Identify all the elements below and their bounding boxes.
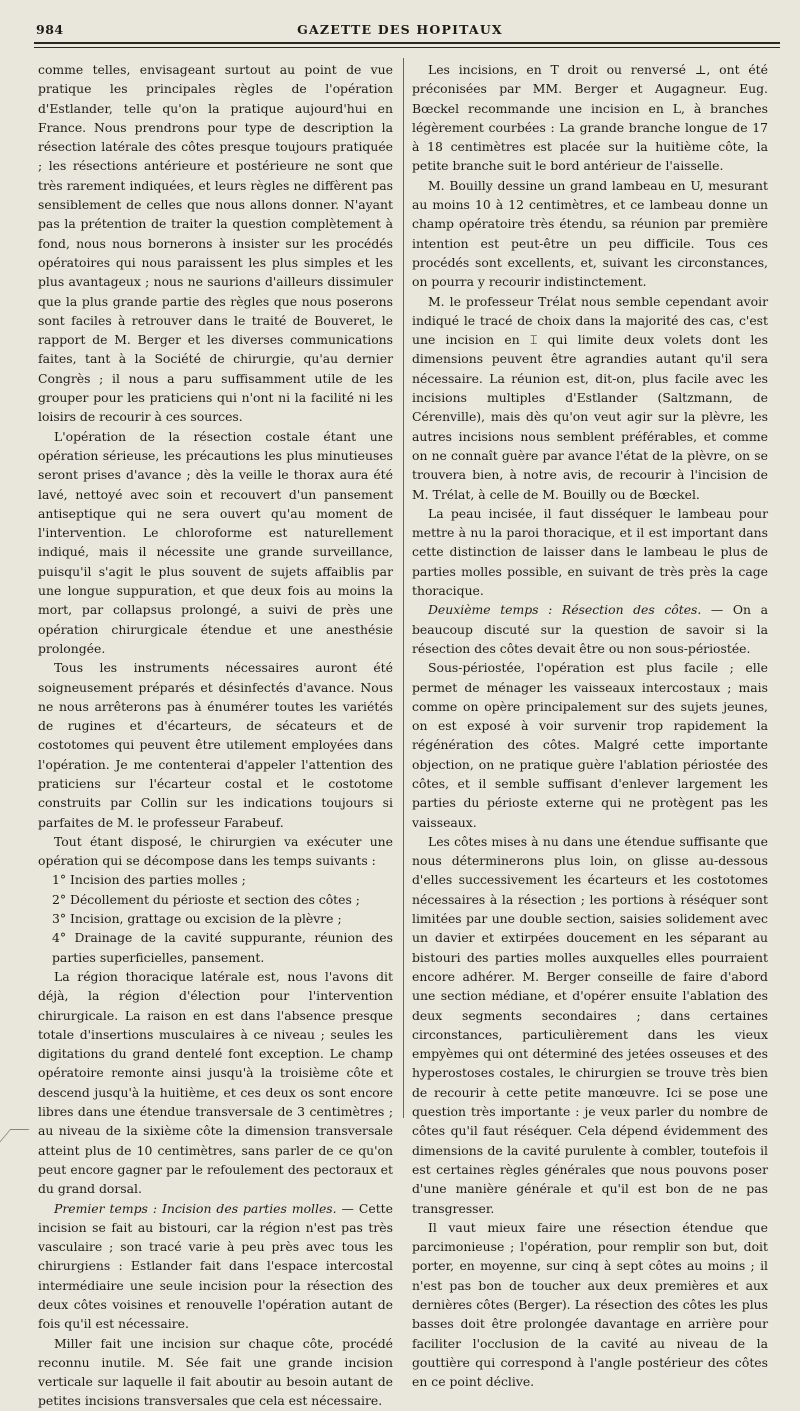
paragraph-text: Tout étant disposé, le chirurgien va exécuter une opération qui se décompose dans les temps suivants :: [38, 833, 393, 869]
paragraph-text: 1° Incision des parties molles ;: [52, 872, 246, 888]
section-heading: Deuxième temps : Résection des côtes.: [428, 602, 702, 618]
paragraph-text: 4° Drainage de la cavité suppurante, réunion des parties superficielles, pansement.: [52, 930, 393, 965]
paragraph-text: Miller fait une incision sur chaque côte, procédé reconnu inutile. M. Sée fait une grande incision verticale sur laquelle il fait aboutir au besoin autant de petites incisions transversales que cela est nécessaire.: [38, 1335, 393, 1409]
paragraph: [38, 928, 393, 967]
paragraph-text: M. le professeur Trélat nous semble cependant avoir indiqué le tracé de choix dans la majorité des cas, c'est une incision en ⌶ qui limite deux volets dont les dimensions peuvent être agrandies autant qu'il sera nécessaire. La réunion est, dit-on, plus facile avec les incisions multiples d'Estlander (Saltzmann, de Cérenville), mais dès qu'on veut agir sur la plèvre, les autres incisions nous semblent préférables, et comme on ne connaît guère par avance l'état de la plèvre, on se trouvera bien, à notre avis, de recourir à l'incision de M. Trélat, à celle de M. Bouilly ou de Bœckel.: [412, 293, 768, 502]
paragraph: [38, 870, 393, 889]
paragraph-text: 2° Décollement du périoste et section des côtes ;: [52, 891, 360, 907]
paragraph-text: — Cette incision se fait au bistouri, car la région n'est pas très vasculaire ; son tracé varie à peu près avec tous les chirurgiens : Estlander fait dans l'espace intercostal intermédiaire une seule incision pour la résection des deux côtes voisines et renouvelle l'opération autant de fois qu'il est nécessaire.: [38, 1200, 393, 1332]
paragraph: [412, 658, 768, 832]
paragraph-text: — On a beaucoup discuté sur la question de savoir si la résection des côtes devait être ou non sous-périostée.: [412, 602, 768, 656]
paragraph: [38, 427, 393, 659]
page-number: 984: [36, 22, 64, 37]
paragraph: [412, 1218, 768, 1392]
paragraph: [412, 292, 768, 504]
paragraph: [38, 832, 393, 871]
column-divider: [403, 58, 404, 1118]
running-title: GAZETTE DES HOPITAUX: [297, 22, 503, 37]
right-column: [412, 60, 768, 1391]
paragraph: [412, 60, 768, 176]
paragraph-text: 3° Incision, grattage ou excision de la plèvre ;: [52, 911, 342, 927]
paragraph: [412, 504, 768, 600]
paragraph-text: La région thoracique latérale est, nous l'avons dit déjà, la région d'élection pour l'intervention chirurgicale. La raison en est dans l'absence presque totale d'insertions musculaires à ce niveau ; seules les digitations du grand dentelé font exception. Le champ opératoire remonte ainsi jusqu'à la troisième côte et descend jusqu'à la huitième, et ces deux os sont encore libres dans une étendue transversale de 3 centimètres ; au niveau de la sixième côte la dimension transversale atteint plus de 10 centimètres, sans parler de ce qu'on peut encore gagner par le refoulement des pectoraux et du grand dorsal.: [38, 968, 393, 1197]
paragraph-text: Tous les instruments nécessaires auront été soigneusement préparés et désinfectés d'avance. Nous ne nous arrêterons pas à énumérer toutes les variétés de rugines et d'écarteurs, de sécateurs et de costotomes qui peuvent être utilement employées dans l'opération. Je me contenterai d'appeler l'attention des praticiens sur l'écarteur costal et le costotome construits par Collin sur les indications toujours si parfaites de M. le professeur Farabeuf.: [38, 660, 393, 830]
header-rule: [34, 42, 780, 44]
section-heading: Premier temps : Incision des parties molles.: [54, 1200, 337, 1216]
paragraph: [38, 967, 393, 1199]
paragraph: [38, 1199, 393, 1334]
paragraph-text: comme telles, envisageant surtout au point de vue pratique les principales règles de l'opération d'Estlander, telle qu'on la pratique aujourd'hui en France. Nous prendrons pour type de description la résection latérale des côtes presque toujours pratiquée ; les résections antérieure et postérieure ne sont que très rarement indiquées, et leurs règles ne diffèrent pas sensiblement de celles que nous allons donner. N'ayant pas la prétention de traiter la question complètement à fond, nous nous bornerons à insister sur les procédés opératoires qui nous paraissent les plus simples et les plus avantageux ; nous ne saurions d'ailleurs dissimuler que la plus grande partie des règles que nous poserons sont faciles à retrouver dans le traité de Bouveret, le rapport de M. Berger et les diverses communications faites, tant à la Société de chirurgie, qu'au dernier Congrès ; il nous a paru suffisamment utile de les grouper pour les praticiens qui n'ont ni la facilité ni les loisirs de recourir à ces sources.: [38, 62, 393, 425]
paragraph-text: M. Bouilly dessine un grand lambeau en U, mesurant au moins 10 à 12 centimètres, et ce lambeau donne un champ opératoire très étendu, sa réunion par première intention est peut-être un peu difficile. Tous ces procédés sont excellents, et, suivant les circonstances, on pourra y recourir indistinctement.: [412, 177, 768, 290]
paragraph: [412, 176, 768, 292]
paragraph-text: L'opération de la résection costale étant une opération sérieuse, les précautions les plus minutieuses seront prises d'avance ; dès la veille le thorax aura été lavé, nettoyé avec soin et recouvert d'un pansement antiseptique qui ne sera ouvert qu'au moment de l'intervention. Le chloroforme est naturellement indiqué, mais il nécessite une grande surveillance, puisqu'il s'agit le plus souvent de sujets affaiblis par une longue suppuration, et que deux fois au moins la mort, par collapsus prolongé, a suivi de près une opération chirurgicale étendue et une anesthésie prolongée.: [38, 428, 393, 656]
paragraph: [412, 600, 768, 658]
paragraph-text: Il vaut mieux faire une résection étendue que parcimonieuse ; l'opération, pour remplir son but, doit porter, en moyenne, sur cinq à sept côtes au moins ; il n'est pas bon de toucher aux deux premières et aux dernières côtes (Berger). La résection des côtes les plus basses doit être prolongée davantage en arrière pour faciliter l'occlusion de la cavité au niveau de la gouttière qui correspond à l'angle postérieur des côtes en ce point déclive.: [412, 1219, 768, 1390]
paragraph: [38, 1334, 393, 1411]
paragraph: [412, 832, 768, 1218]
paragraph-text: Sous-périostée, l'opération est plus facile ; elle permet de ménager les vaisseaux intercostaux ; mais comme on opère principalement sur des sujets jeunes, on est exposé à voir survenir trop rapidement la régénération des côtes. Malgré cette importante objection, on ne pratique guère l'ablation périostée des côtes, et il semble suffisant d'enlever largement les parties du périoste externe qui ne protègent pas les vaisseaux.: [412, 660, 768, 830]
paragraph: [38, 658, 393, 832]
paragraph-text: Les côtes mises à nu dans une étendue suffisante que nous déterminerons plus loin, on glisse au-dessous d'elles successivement les écarteurs et les costotomes nécessaires à la résection ; les portions à réséquer sont limitées par une double section, saisies solidement avec un davier et extirpées doucement en les séparant au bistouri des parties molles auxquelles elles pourraient encore adhérer. M. Berger conseille de faire d'abord une section médiane, et d'opérer ensuite l'ablation des deux segments secondaires ; dans certaines circonstances, particulièrement dans les vieux empyèmes qui ont déterminé des jetées osseuses et des hyperostoses costales, le chirurgien se trouve très bien de recourir à cette petite manœuvre. Ici se pose une question très importante : je veux parler du nombre de côtes qu'il faut réséquer. Cela dépend évidemment des dimensions de la cavité purulente à combler, toutefois il est certaines règles générales que nous pouvons poser d'une manière générale et qu'il est bon de ne pas transgresser.: [412, 833, 768, 1216]
paragraph: [38, 890, 393, 909]
paragraph: [38, 909, 393, 928]
paragraph-text: Les incisions, en T droit ou renversé ⊥, ont été préconisées par MM. Berger et Augagneur. Eug. Bœckel recommande une incision en L, à branches légèrement courbées : La grande branche longue de 17 à 18 centimètres est placée sur la huitième côte, la petite branche suit le bord antérieur de l'aisselle.: [412, 62, 768, 174]
header-rule-thin: [34, 47, 780, 48]
paragraph: [38, 60, 393, 427]
left-column: [38, 60, 393, 1411]
paragraph-text: La peau incisée, il faut disséquer le lambeau pour mettre à nu la paroi thoracique, et il est important dans cette distinction de laisser dans le lambeau le plus de parties molles possible, en suivant de très près la cage thoracique.: [412, 505, 768, 599]
corner-fold-mark: [0, 1129, 29, 1144]
